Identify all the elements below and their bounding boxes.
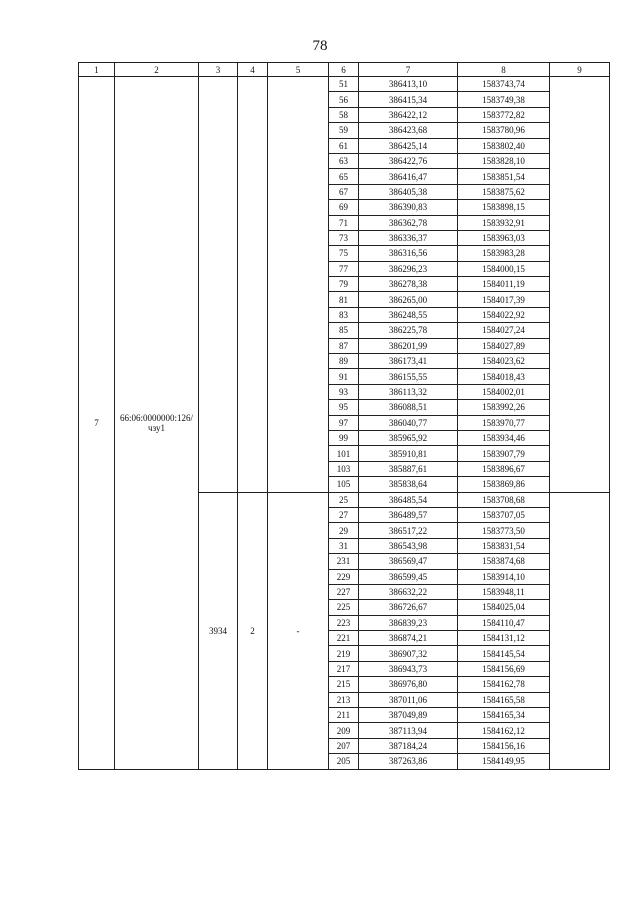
x-coordinate: 386726,67: [359, 600, 458, 615]
point-number: 81: [329, 292, 359, 307]
y-coordinate: 1583851,54: [458, 169, 550, 184]
y-coordinate: 1583773,50: [458, 523, 550, 538]
point-number: 63: [329, 153, 359, 168]
y-coordinate: 1583828,10: [458, 153, 550, 168]
y-coordinate: 1584025,04: [458, 600, 550, 615]
y-coordinate: 1584145,54: [458, 646, 550, 661]
point-number: 31: [329, 538, 359, 553]
record-number: 7: [79, 77, 115, 770]
point-number: 93: [329, 384, 359, 399]
point-number: 61: [329, 138, 359, 153]
x-coordinate: 386278,38: [359, 277, 458, 292]
point-number: 223: [329, 615, 359, 630]
x-coordinate: 386225,78: [359, 323, 458, 338]
area-cell-empty: [199, 77, 238, 493]
y-coordinate: 1583896,67: [458, 461, 550, 476]
y-coordinate: 1583772,82: [458, 107, 550, 122]
y-coordinate: 1584156,69: [458, 661, 550, 676]
column-header: 4: [238, 63, 268, 77]
point-number: 215: [329, 677, 359, 692]
x-coordinate: 386173,41: [359, 354, 458, 369]
y-coordinate: 1583708,68: [458, 492, 550, 507]
point-number: 51: [329, 77, 359, 92]
y-coordinate: 1583934,46: [458, 430, 550, 445]
y-coordinate: 1583983,28: [458, 246, 550, 261]
point-number: 105: [329, 477, 359, 492]
point-number: 58: [329, 107, 359, 122]
x-coordinate: 386405,38: [359, 184, 458, 199]
x-coordinate: 385965,92: [359, 430, 458, 445]
x-coordinate: 386336,37: [359, 230, 458, 245]
y-coordinate: 1583914,10: [458, 569, 550, 584]
point-number: 27: [329, 507, 359, 522]
point-number: 101: [329, 446, 359, 461]
note-value: -: [268, 492, 329, 769]
y-coordinate: 1584011,19: [458, 277, 550, 292]
point-number: 91: [329, 369, 359, 384]
x-coordinate: 386265,00: [359, 292, 458, 307]
column-header: 7: [359, 63, 458, 77]
x-coordinate: 386296,23: [359, 261, 458, 276]
point-number: 87: [329, 338, 359, 353]
x-coordinate: 386155,55: [359, 369, 458, 384]
y-coordinate: 1583707,05: [458, 507, 550, 522]
point-number: 219: [329, 646, 359, 661]
y-coordinate: 1584110,47: [458, 615, 550, 630]
x-coordinate: 386874,21: [359, 631, 458, 646]
y-coordinate: 1583802,40: [458, 138, 550, 153]
point-number: 75: [329, 246, 359, 261]
point-number: 79: [329, 277, 359, 292]
x-coordinate: 386316,56: [359, 246, 458, 261]
y-coordinate: 1584018,43: [458, 369, 550, 384]
point-number: 221: [329, 631, 359, 646]
x-coordinate: 386416,47: [359, 169, 458, 184]
point-number: 71: [329, 215, 359, 230]
y-coordinate: 1583743,74: [458, 77, 550, 92]
point-number: 29: [329, 523, 359, 538]
x-coordinate: 385838,64: [359, 477, 458, 492]
column-header: 3: [199, 63, 238, 77]
y-coordinate: 1584022,92: [458, 307, 550, 322]
x-coordinate: 386569,47: [359, 554, 458, 569]
y-coordinate: 1583992,26: [458, 400, 550, 415]
y-coordinate: 1584017,39: [458, 292, 550, 307]
x-coordinate: 386201,99: [359, 338, 458, 353]
note-cell-empty: [268, 77, 329, 493]
x-coordinate: 386423,68: [359, 123, 458, 138]
point-number: 67: [329, 184, 359, 199]
x-coordinate: 386415,34: [359, 92, 458, 107]
point-number: 89: [329, 354, 359, 369]
y-coordinate: 1584162,12: [458, 723, 550, 738]
x-coordinate: 386425,14: [359, 138, 458, 153]
x-coordinate: 386113,32: [359, 384, 458, 399]
point-number: 231: [329, 554, 359, 569]
y-coordinate: 1583831,54: [458, 538, 550, 553]
y-coordinate: 1583970,77: [458, 415, 550, 430]
x-coordinate: 386088,51: [359, 400, 458, 415]
x-coordinate: 387011,06: [359, 692, 458, 707]
point-number: 213: [329, 692, 359, 707]
remarks-cell: [550, 492, 610, 769]
y-coordinate: 1583780,96: [458, 123, 550, 138]
point-number: 69: [329, 200, 359, 215]
x-coordinate: 386413,10: [359, 77, 458, 92]
point-number: 217: [329, 661, 359, 676]
point-number: 97: [329, 415, 359, 430]
coordinates-table: [78, 62, 610, 770]
y-coordinate: 1584156,16: [458, 738, 550, 753]
x-coordinate: 385887,61: [359, 461, 458, 476]
y-coordinate: 1584000,15: [458, 261, 550, 276]
point-number: 95: [329, 400, 359, 415]
y-coordinate: 1583932,91: [458, 215, 550, 230]
contour-cell-empty: [238, 77, 268, 493]
point-number: 25: [329, 492, 359, 507]
column-header: 1: [79, 63, 115, 77]
x-coordinate: 386489,57: [359, 507, 458, 522]
point-number: 103: [329, 461, 359, 476]
x-coordinate: 386632,22: [359, 584, 458, 599]
point-number: 229: [329, 569, 359, 584]
y-coordinate: 1584165,34: [458, 708, 550, 723]
y-coordinate: 1584131,12: [458, 631, 550, 646]
x-coordinate: 386839,23: [359, 615, 458, 630]
x-coordinate: 386362,78: [359, 215, 458, 230]
y-coordinate: 1583907,79: [458, 446, 550, 461]
column-header: 8: [458, 63, 550, 77]
y-coordinate: 1583948,11: [458, 584, 550, 599]
x-coordinate: 387113,94: [359, 723, 458, 738]
column-header: 9: [550, 63, 610, 77]
y-coordinate: 1584023,62: [458, 354, 550, 369]
column-header: 5: [268, 63, 329, 77]
column-header: 6: [329, 63, 359, 77]
point-number: 211: [329, 708, 359, 723]
point-number: 85: [329, 323, 359, 338]
x-coordinate: 386599,45: [359, 569, 458, 584]
y-coordinate: 1583898,15: [458, 200, 550, 215]
point-number: 83: [329, 307, 359, 322]
point-number: 207: [329, 738, 359, 753]
point-number: 73: [329, 230, 359, 245]
point-number: 225: [329, 600, 359, 615]
table-row: [79, 77, 610, 92]
x-coordinate: 387184,24: [359, 738, 458, 753]
point-number: 227: [329, 584, 359, 599]
y-coordinate: 1584165,58: [458, 692, 550, 707]
x-coordinate: 386390,83: [359, 200, 458, 215]
x-coordinate: 386517,22: [359, 523, 458, 538]
y-coordinate: 1583749,38: [458, 92, 550, 107]
point-number: 56: [329, 92, 359, 107]
cadastral-number: 66:06:0000000:126/чзу1: [115, 77, 199, 770]
x-coordinate: 386943,73: [359, 661, 458, 676]
point-number: 209: [329, 723, 359, 738]
x-coordinate: 386976,80: [359, 677, 458, 692]
page-number: 78: [312, 38, 328, 54]
contour-value: 2: [238, 492, 268, 769]
x-coordinate: 387263,86: [359, 754, 458, 769]
y-coordinate: 1584002,01: [458, 384, 550, 399]
y-coordinate: 1584027,24: [458, 323, 550, 338]
y-coordinate: 1584149,95: [458, 754, 550, 769]
point-number: 99: [329, 430, 359, 445]
x-coordinate: 385910,81: [359, 446, 458, 461]
remarks-cell: [550, 77, 610, 493]
x-coordinate: 386248,55: [359, 307, 458, 322]
column-header: 2: [115, 63, 199, 77]
y-coordinate: 1583875,62: [458, 184, 550, 199]
area-value: 3934: [199, 492, 238, 769]
x-coordinate: 386543,98: [359, 538, 458, 553]
x-coordinate: 386422,76: [359, 153, 458, 168]
point-number: 59: [329, 123, 359, 138]
x-coordinate: 386040,77: [359, 415, 458, 430]
y-coordinate: 1583874,68: [458, 554, 550, 569]
point-number: 205: [329, 754, 359, 769]
y-coordinate: 1583963,03: [458, 230, 550, 245]
x-coordinate: 386422,12: [359, 107, 458, 122]
x-coordinate: 387049,89: [359, 708, 458, 723]
point-number: 77: [329, 261, 359, 276]
x-coordinate: 386485,54: [359, 492, 458, 507]
point-number: 65: [329, 169, 359, 184]
x-coordinate: 386907,32: [359, 646, 458, 661]
header-row: [79, 63, 610, 77]
y-coordinate: 1584027,89: [458, 338, 550, 353]
y-coordinate: 1583869,86: [458, 477, 550, 492]
y-coordinate: 1584162,78: [458, 677, 550, 692]
